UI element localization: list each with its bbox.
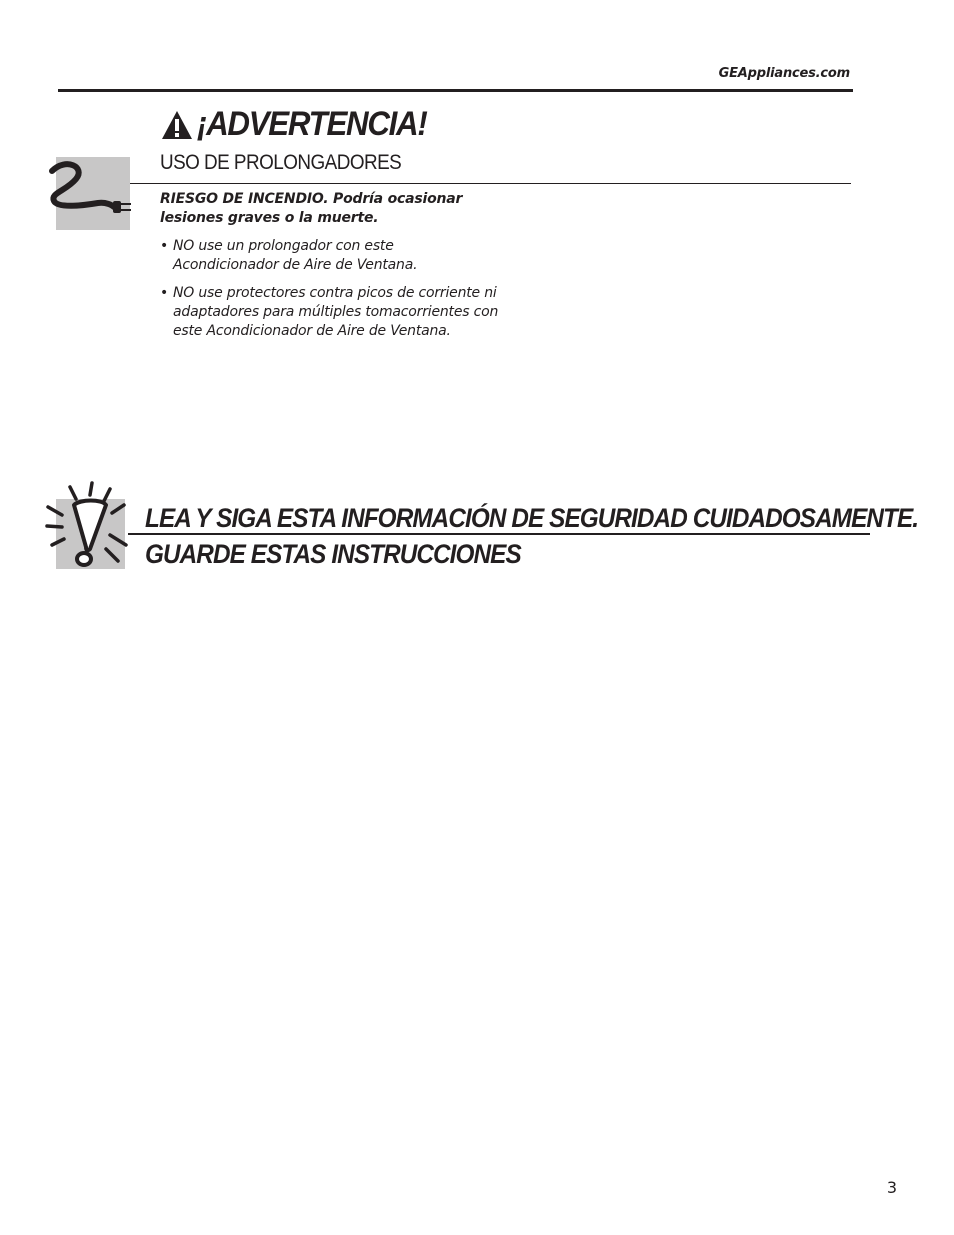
bullet-dot: •	[160, 285, 169, 301]
warning-title	[161, 105, 446, 144]
top-rule	[58, 89, 853, 92]
list-item-line: adaptadores para múltiples tomacorrientes con	[173, 304, 499, 320]
extension-cord-icon	[46, 157, 141, 230]
safety-line: GUARDE ESTAS INSTRUCCIONES	[145, 539, 521, 569]
exclamation-icon	[44, 479, 139, 574]
site-url: GEAppliances.com	[718, 66, 850, 81]
warning-title-text: ¡ADVERTENCIA!	[197, 105, 427, 143]
safety-line: LEA Y SIGA ESTA INFORMACIÓN DE SEGURIDAD CUIDADOSAMENTE.	[145, 503, 919, 533]
list-item-line: NO use protectores contra picos de corriente ni	[173, 285, 497, 301]
list-item-line: Acondicionador de Aire de Ventana.	[173, 257, 418, 273]
list-item-line: NO use un prolongador con este	[173, 238, 394, 254]
page-number: 3	[886, 1178, 897, 1197]
list-item-line: este Acondicionador de Aire de Ventana.	[173, 323, 451, 339]
risk-statement	[160, 190, 500, 228]
risk-line: RIESGO DE INCENDIO. Podría ocasionar	[160, 191, 463, 207]
risk-line: lesiones graves o la muerte.	[160, 210, 379, 226]
list-item	[160, 284, 520, 341]
subtitle-rule	[130, 183, 851, 184]
warning-subtitle: USO DE PROLONGADORES	[160, 151, 402, 174]
list-item	[160, 237, 520, 275]
cord-icon-box	[56, 157, 130, 230]
bullet-dot: •	[160, 238, 169, 254]
safety-heading	[145, 500, 918, 572]
warning-triangle-icon	[161, 109, 193, 141]
exclamation-icon-box	[56, 499, 125, 569]
safety-rule	[128, 533, 870, 535]
